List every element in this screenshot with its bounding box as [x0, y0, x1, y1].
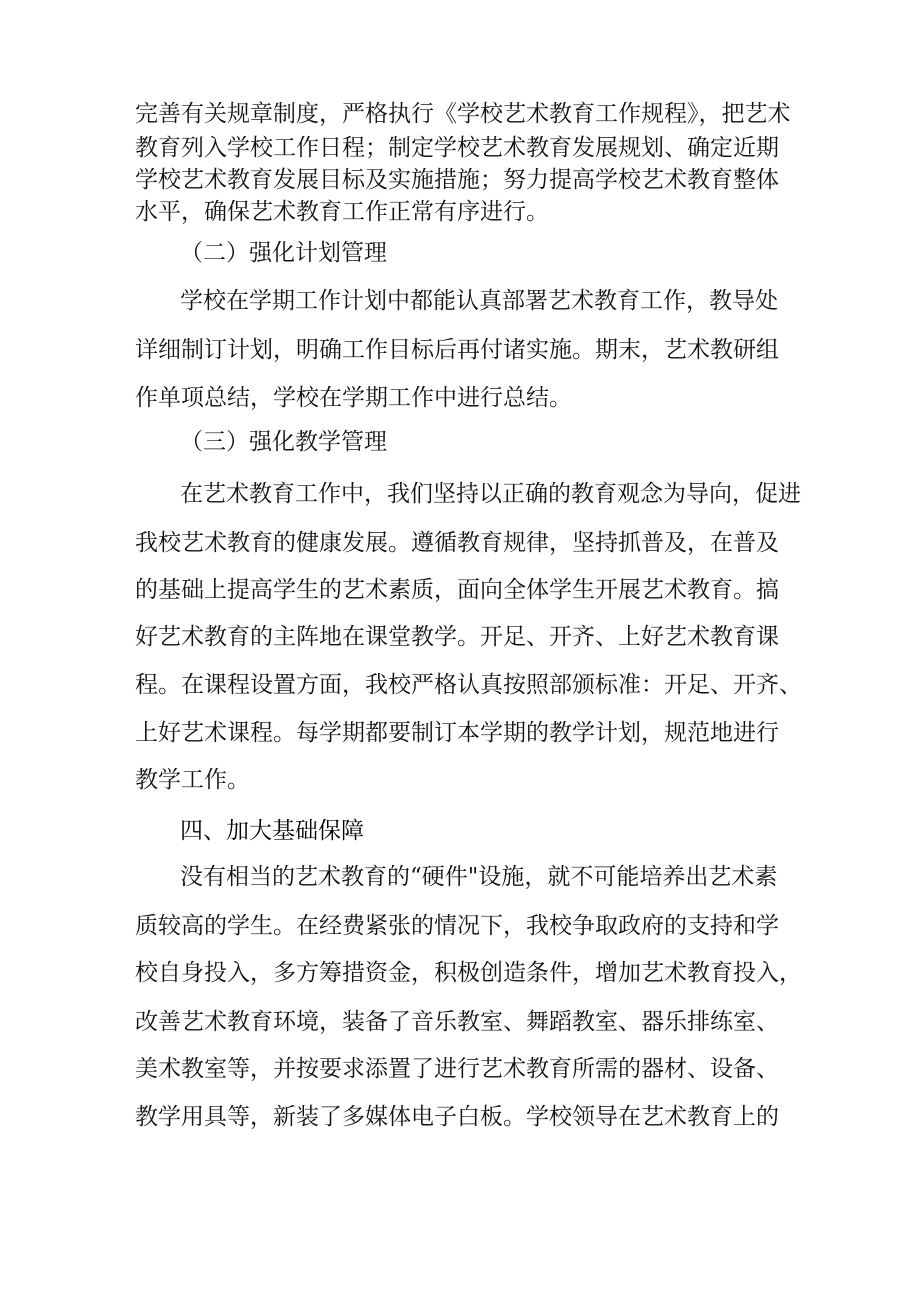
paragraph-line: 教学用具等，新装了多媒体电子白板。学校领导在艺术教育上的: [135, 1104, 779, 1130]
paragraph-line: 质较高的学生。在经费紧张的情况下，我校争取政府的支持和学: [135, 913, 779, 939]
paragraph-line: 学校在学期工作计划中都能认真部署艺术教育工作，教导处: [180, 288, 778, 314]
paragraph-line: 学校艺术教育发展目标及实施措施；努力提高学校艺术教育整体: [135, 167, 779, 193]
paragraph-line: 改善艺术教育环境，装备了音乐教室、舞蹈教室、器乐排练室、: [135, 1009, 779, 1035]
paragraph-line: 水平，确保艺术教育工作正常有序进行。: [135, 199, 549, 225]
paragraph-line: 的基础上提高学生的艺术素质，面向全体学生开展艺术教育。搞: [135, 577, 779, 603]
subheading-plan-management: （二）强化计划管理: [180, 240, 387, 266]
paragraph-line: 详细制订计划，明确工作目标后再付诸实施。期末，艺术教研组: [135, 337, 779, 363]
paragraph-line: 校自身投入，多方筹措资金，积极创造条件，增加艺术教育投入，: [135, 960, 802, 986]
paragraph-line: 教学工作。: [135, 767, 250, 793]
paragraph-line: 完善有关规章制度，严格执行《学校艺术教育工作规程》，把艺术: [135, 101, 791, 127]
paragraph-line: 上好艺术课程。每学期都要制订本学期的教学计划，规范地进行: [135, 720, 779, 746]
section-heading-basic-support: 四、加大基础保障: [180, 818, 364, 844]
subheading-teaching-management: （三）强化教学管理: [180, 429, 387, 455]
paragraph-line: 教育列入学校工作日程；制定学校艺术教育发展规划、确定近期: [135, 135, 779, 161]
paragraph-line: 作单项总结，学校在学期工作中进行总结。: [135, 385, 572, 411]
paragraph-line: 在艺术教育工作中，我们坚持以正确的教育观念为导向，促进: [180, 481, 801, 507]
paragraph-line: 好艺术教育的主阵地在课堂教学。开足、开齐、上好艺术教育课: [135, 624, 779, 650]
paragraph-line: 我校艺术教育的健康发展。遵循教育规律，坚持抓普及，在普及: [135, 530, 779, 556]
paragraph-line: 没有相当的艺术教育的“硬件"设施，就不可能培养出艺术素: [180, 864, 778, 890]
paragraph-line: 程。在课程设置方面，我校严格认真按照部颁标准：开足、开齐、: [135, 672, 802, 698]
paragraph-line: 美术教室等，并按要求添置了进行艺术教育所需的器材、设备、: [135, 1056, 779, 1082]
